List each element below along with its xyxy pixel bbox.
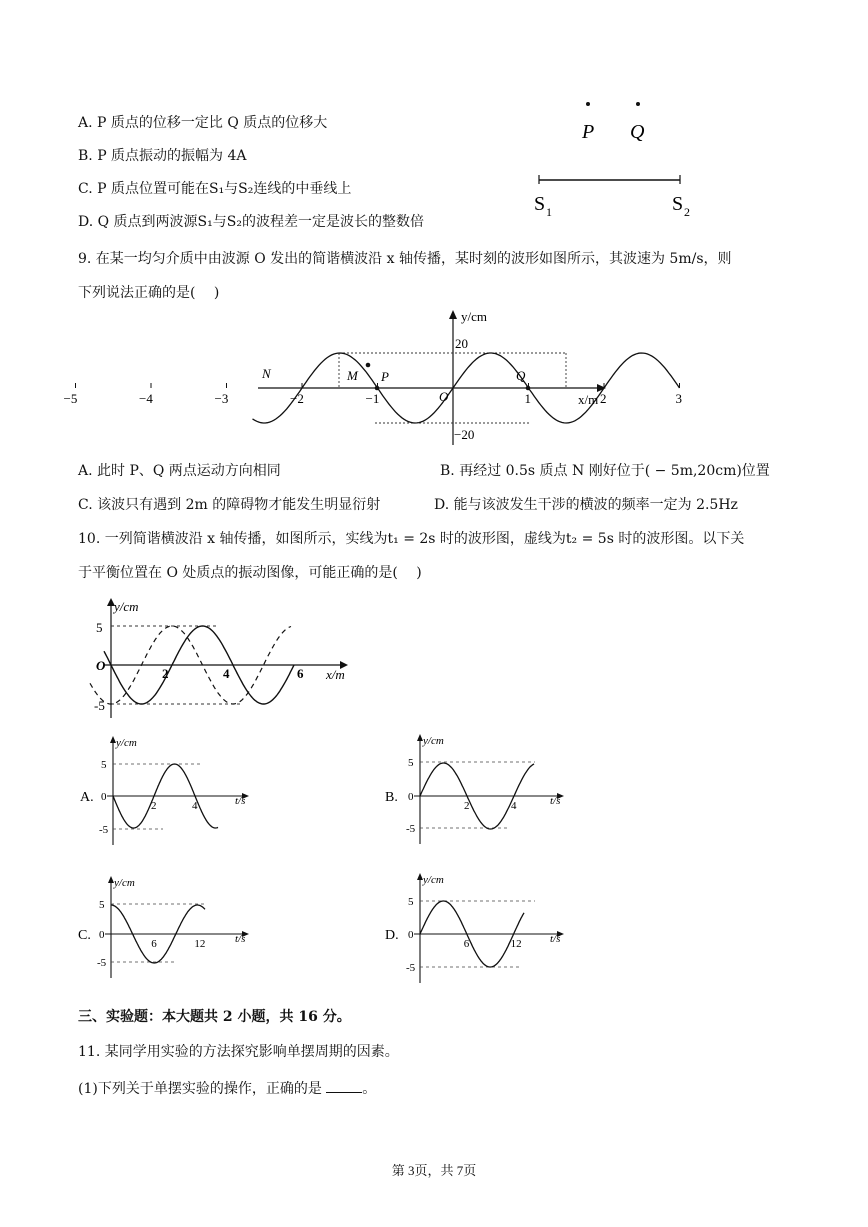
q9-label-o: O (439, 389, 449, 404)
q9-label-q: Q (516, 368, 526, 383)
q10-option-c-letter: C. (78, 928, 91, 943)
q10-option-d-y-bottom: -5 (406, 962, 416, 974)
q10-option-d-y-top: 5 (408, 896, 414, 908)
q10-option-d-tick-label: 6 (463, 938, 470, 950)
q10-option-a-y-top: 5 (101, 759, 107, 771)
q8-option-c: C. P 质点位置可能在S₁与S₂连线的中垂线上 (78, 181, 352, 197)
q10-y-label: y/cm (114, 599, 139, 614)
q10-option-d-letter: D. (385, 928, 399, 943)
q9-tick-label: −3 (214, 391, 229, 406)
q10-option-b-tick-label: 2 (464, 800, 470, 812)
q10-option-d-tick-label: 12 (510, 938, 522, 950)
q10-option-a-y-bottom: -5 (99, 824, 109, 836)
q9-y-top: 20 (455, 336, 468, 351)
q8-option-d: D. Q 质点到两波源S₁与S₂的波程差一定是波长的整数倍 (78, 214, 424, 230)
q8-label-q: Q (630, 121, 645, 143)
q11-sub1 (78, 1078, 376, 1098)
q8-label-s2: S (672, 193, 684, 215)
q10-option-b-x-label: t/s (550, 795, 561, 807)
q10-stem-line2: 于平衡位置在 O 处质点的振动图像，可能正确的是( ) (78, 565, 422, 581)
q10-option-c-y-label: y/cm (114, 877, 135, 889)
q10-tick-2: 2 (162, 666, 169, 681)
q10-option-b-tick-label: 4 (511, 800, 517, 812)
q10-option-a-x-label: t/s (235, 795, 246, 807)
q9-label-n: N (262, 366, 271, 381)
q11-sub1-end: 。 (362, 1081, 377, 1097)
q9-tick-label: −5 (63, 391, 78, 406)
q10-option-c-y-top: 5 (99, 899, 105, 911)
q9-stem-line1: 9. 在某一均匀介质中由波源 O 发出的简谐横波沿 x 轴传播，某时刻的波形如图所示，其波速为 5m/s，则 (78, 251, 732, 267)
q9-x-label: x/m (578, 392, 599, 407)
q9-option-b: B. 再经过 0.5s 质点 N 刚好位于( − 5m,20cm)位置 (440, 463, 770, 479)
q8-option-b: B. P 质点振动的振幅为 4A (78, 148, 247, 164)
q9-tick-label: 3 (675, 391, 682, 406)
q10-option-c-tick-label: 12 (194, 938, 206, 950)
q10-option-b-zero: 0 (408, 791, 414, 803)
q10-option-c-zero: 0 (99, 929, 105, 941)
q10-option-b-letter: B. (385, 790, 398, 805)
q9-option-d: D. 能与该波发生干涉的横波的频率一定为 2.5Hz (434, 497, 738, 513)
q10-option-a-y-label: y/cm (116, 737, 137, 749)
q10-option-d-zero: 0 (408, 929, 414, 941)
q9-y-label: y/cm (461, 309, 487, 324)
q10-tick-6: 6 (297, 666, 304, 681)
q9-option-c: C. 该波只有遇到 2m 的障碍物才能发生明显衍射 (78, 497, 381, 513)
q9-option-a: A. 此时 P、Q 两点运动方向相同 (78, 463, 281, 479)
q10-option-b-y-bottom: -5 (406, 823, 416, 835)
q10-origin: O (96, 658, 106, 673)
q10-option-a-tick-label: 4 (192, 800, 198, 812)
q10-option-b-y-label: y/cm (423, 735, 444, 747)
q8-label-s1: S (534, 193, 546, 215)
q8-label-s2-sub: 2 (684, 205, 690, 219)
q10-y-top: 5 (96, 620, 103, 635)
q9-tick-label: 2 (600, 391, 607, 406)
q8-option-a: A. P 质点的位移一定比 Q 质点的位移大 (78, 115, 328, 131)
q9-stem-line2: 下列说法正确的是( ) (78, 285, 220, 301)
page-footer: 第 3页，共 7页 (391, 1163, 477, 1178)
q10-x-label: x/m (326, 667, 345, 682)
q11-sub1-text: (1)下列关于单摆实验的操作，正确的是 (78, 1081, 322, 1097)
q8-label-p: P (582, 121, 595, 143)
q10-option-a-letter: A. (80, 790, 94, 805)
q11-sub1-answer-blank[interactable] (326, 1078, 362, 1093)
q10-option-a-zero: 0 (101, 791, 107, 803)
q10-option-d-y-label: y/cm (423, 874, 444, 886)
q9-tick-label: −1 (365, 391, 380, 406)
q9-tick-label: 1 (524, 391, 531, 406)
section-3-heading: 三、实验题：本大题共 2 小题，共 16 分。 (78, 1009, 351, 1025)
q8-label-s1-sub: 1 (546, 205, 552, 219)
q10-option-c-x-label: t/s (235, 933, 246, 945)
q10-option-c-y-bottom: -5 (97, 957, 107, 969)
q10-option-d-x-label: t/s (550, 933, 561, 945)
q10-option-c-tick-label: 6 (151, 938, 157, 950)
q9-tick-label: −4 (139, 391, 153, 406)
q9-y-bottom: −20 (454, 427, 475, 442)
q10-option-b-y-top: 5 (408, 757, 414, 769)
q11-stem: 11. 某同学用实验的方法探究影响单摆周期的因素。 (78, 1044, 399, 1060)
q9-label-p: P (381, 369, 389, 384)
q10-tick-4: 4 (223, 666, 230, 681)
q10-option-a-tick-label: 2 (151, 800, 157, 812)
q10-y-bottom: -5 (94, 698, 105, 713)
q9-label-m: M (347, 368, 358, 383)
q10-stem-line1: 10. 一列简谐横波沿 x 轴传播，如图所示，实线为t₁ = 2s 时的波形图，虚线为t₂ = 5s 时的波形图。以下关 (78, 531, 745, 547)
q9-tick-label: −2 (290, 391, 304, 406)
